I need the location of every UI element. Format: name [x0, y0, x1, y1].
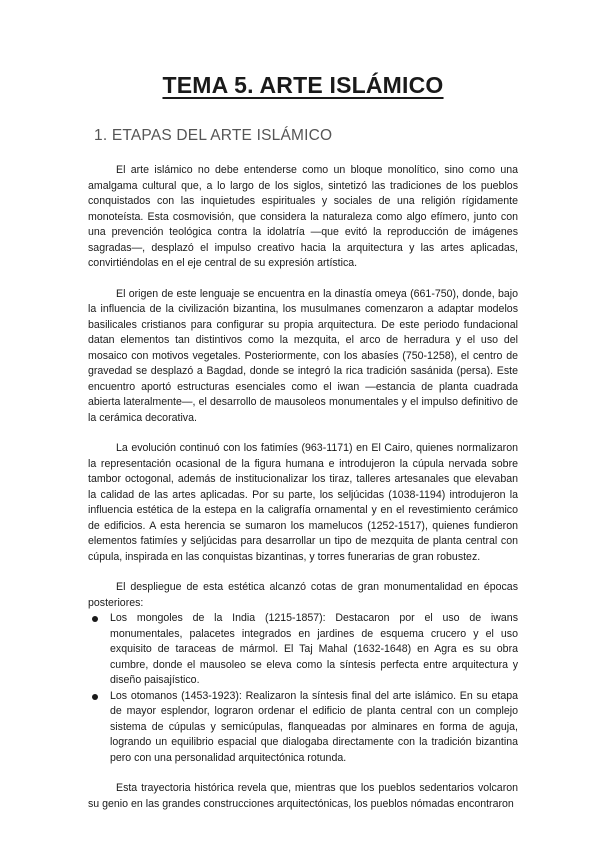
document-title: TEMA 5. ARTE ISLÁMICO: [162, 72, 444, 98]
paragraph-evolution: La evolución continuó con los fatimíes (963-1171) en El Cairo, quienes normalizaron la representación ocasional de la figura humana e introdujeron la cúpula nervada sobre tambor octogonal, además de institucionalizar los tiraz, talleres artesanales que elevaban la calidad de las artes aplicadas. Por su parte, los seljúcidas (1038-1194) introdujeron la influencia estética de la estepa en la caligrafía ornamental y en el revestimiento cerámico de edificios. A esta herencia se sumaron los mamelucos (1252-1517), quienes fundieron elementos fatimíes y seljúcidas para desarrollar un tipo de mezquita de planta central con cúpula, inspirada en las conquistas bizantinas, y torres funerarias de gran robustez.: [88, 442, 518, 563]
periods-list: [88, 611, 518, 766]
list-item-text: Los mongoles de la India (1215-1857): Destacaron por el uso de iwans monumentales, palacetes integrados en jardines de esquema crucero y el uso exquisito de taraceas de mármol. El Taj Mahal (1632-1648) en Agra es su obra cumbre, donde el mausoleo se eleva como la síntesis perfecta entre arquitectura y diseño paisajístico.: [110, 612, 518, 686]
list-item-text: Los otomanos (1453-1923): Realizaron la síntesis final del arte islámico. En su etapa de mayor esplendor, lograron ordenar el edificio de planta central con un complejo sistema de cúpulas y semicúpulas, flanqueadas por alminares en forma de aguja, logrando un equilibrio espacial que dialogaba directamente con la tradición bizantina pero con una personalidad arquitectónica rotunda.: [110, 689, 518, 764]
paragraph-later-periods: El despliegue de esta estética alcanzó cotas de gran monumentalidad en épocas posteriores:: [88, 581, 518, 609]
paragraph-intro: El arte islámico no debe entenderse como un bloque monolítico, sino como una amalgama cultural que, a lo largo de los siglos, sintetizó las tradiciones de los pueblos conquistados con las inquietudes espirituales y sociales de una religión rígidamente monoteísta. Esta cosmovisión, que considera la naturaleza como algo efímero, junto con una prevención teológica contra la idolatría —que evitó la reproducción de imágenes sagradas—, desplazó el impulso creativo hacia la arquitectura y las artes aplicadas, convirtiéndolas en el eje central de su expresión artística.: [88, 164, 518, 269]
list-item: [88, 689, 518, 767]
bullet-dot-icon: [92, 616, 98, 622]
section-heading: 1. ETAPAS DEL ARTE ISLÁMICO: [94, 127, 333, 144]
paragraph-origins: El origen de este lenguaje se encuentra en la dinastía omeya (661-750), donde, bajo la influencia de la civilización bizantina, los musulmanes comenzaron a adaptar modelos basilicales cristianos para configurar su propia arquitectura. De este periodo fundacional datan elementos tan distintivos como la mezquita, el arco de herradura y el uso del mosaico con motivos vegetales. Posteriormente, con los abasíes (750-1258), el centro de gravedad se desplazó a Bagdad, donde se integró la rica tradición sasánida (persa). Este encuentro aportó estructuras esenciales como el iwan —estancia de planta cuadrada abierta lateralmente—, el desarrollo de mausoleos monumentales y el impulso definitivo de la cerámica decorativa.: [88, 287, 518, 424]
bullet-dot-icon: [92, 694, 98, 700]
list-item: [88, 611, 518, 689]
paragraph-closing: Esta trayectoria histórica revela que, mientras que los pueblos sedentarios volcaron su genio en las grandes construcciones arquitectónicas, los pueblos nómadas encontraron: [88, 782, 518, 810]
